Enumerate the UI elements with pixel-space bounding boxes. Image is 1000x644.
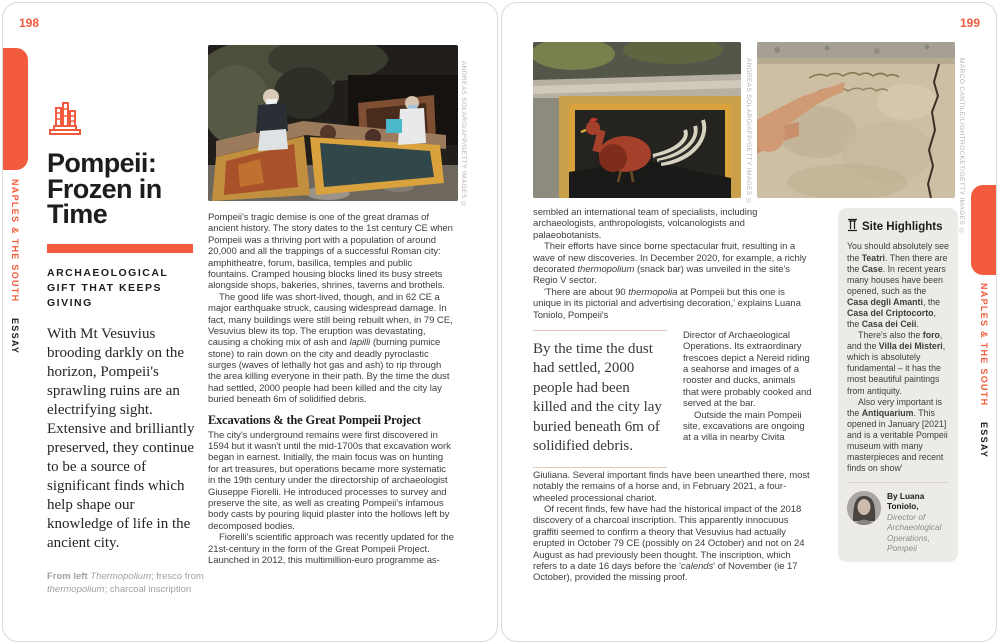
photo-thermopolium-excavation <box>208 45 458 201</box>
ruins-icon <box>47 124 83 141</box>
wrapped-text <box>683 330 812 468</box>
paragraph: Fiorelli's scientific approach was recently updated for the 21st-century in the form of the Great Pompeii Project. Launched in 2012, this multimillion-euro programme as- <box>208 532 454 566</box>
paragraph: Giuliana. Several important finds have been unearthed there, most notably the remains of a horse and, in February 2021, a four-wheeled processional chariot. <box>533 469 810 504</box>
paragraph: 'There are about 90 thermopolia at Pompeii but this one is unique in its pictorial and advertising decoration,' explains Luana Toniolo, Pompeii's <box>533 286 801 321</box>
paragraph: The city's underground remains were first discovered in 1594 but it wasn't until the mid-1700s that excavation work began in earnest. Initially, the main focus was on hunting for art treasures, but operations became more systematic in the 19th century under the directorship of archaeologist Giuseppe Fiorelli. He introduced processes to survey and preserve the site, as well as creating Pompeii's infamous body casts by pouring liquid plaster into the hollows left by decomposed bodies. <box>208 429 451 532</box>
byline-text <box>887 491 949 553</box>
photo-charcoal-inscription <box>757 42 955 198</box>
article-intro: With Mt Vesuvius brooding darkly on the horizon, Pompeii's sprawling ruins are an electrifying sight. Extensive and brilliantly preserved, they continue to be a source of significant finds which help shape our knowledge of life in the ancient city. <box>47 325 195 552</box>
paragraph: Director of Archaeological Operations. Its extraordinary frescoes depict a Nereid riding a seahorse and images of a rooster and ducks, animals that were probably cooked and served at the bar. <box>683 329 812 410</box>
section-tab-right <box>971 185 996 275</box>
article-kicker: ARCHAEOLOGICAL GIFT THAT KEEPS GIVING <box>47 266 169 310</box>
photo1-credit: ANDREAS SOLARO/AFP/GETTY IMAGES © <box>460 61 467 209</box>
rail-region-label: NAPLES & THE SOUTH <box>979 283 989 407</box>
paragraph: The good life was short-lived, though, and in 62 CE a major earthquake struck, causing widespread damage. In fact, many buildings were still being rebuilt when, in 79 CE, Vesuvius blew its top. The eruption was devastating, causing a choking mix of ash and lapilli (burning pumice stone) to rain down on the city and deadly pyroclastic surges (waves of lethally hot gas and ash) to rip through the area killing everyone in their path. By the time the dust had settled, 2000 people had been killed and the city lay buried beneath 6m of solidified debris. <box>208 291 453 406</box>
article-column-1 <box>208 212 454 566</box>
site-highlights-header <box>847 218 949 236</box>
photo2-credit: ANDREAS SOLARO/AFP/GETTY IMAGES © <box>745 58 752 206</box>
rail-right <box>979 283 989 458</box>
rail-section-label: ESSAY <box>10 318 20 355</box>
byline <box>847 482 949 553</box>
paragraph: Pompeii's tragic demise is one of the great dramas of ancient history. The story dates to the 1st century CE when Pompeii was a thriving port with a population of around 20,000 and all the trappings of a successful Roman city: amphitheatre, forum, basilica, temples and public fountains. Cramped housing blocks lined its busy streets alongside shops, bakeries, shrines, taverns and brothels. <box>208 212 453 292</box>
photo-caption: From left Thermopolium; fresco from thermopolium; charcoal inscription <box>47 571 204 595</box>
paragraph: Outside the main Pompeii site, excavations are ongoing at a villa in nearby Civita <box>683 409 805 444</box>
avatar <box>847 491 881 525</box>
pull-quote: By the time the dust had settled, 2000 people had been killed and the city lay buried beneath 6m of solidified debris. <box>533 330 667 468</box>
feature-block <box>47 99 199 553</box>
paragraph: Their efforts have since borne spectacular fruit, resulting in a wave of new discoveries. In December 2020, for example, a richly decorated thermopolium (snack bar) was unveiled in the site's Regio V sector. <box>533 241 807 287</box>
photo-rooster-fresco <box>533 42 741 198</box>
pullquote-row <box>533 330 812 468</box>
site-highlights-title: Site Highlights <box>862 221 943 233</box>
sidebar-paragraph: You should absolutely see the Teatri. Then there are the Case. In recent years many houses have been opened, such as the Casa degli Amanti, the Casa del Criptocorto, the Casa dei Ceii. <box>847 241 949 330</box>
column-icon <box>847 218 858 236</box>
site-highlights-box <box>838 208 958 562</box>
paragraph: Of recent finds, few have had the historical impact of the 2018 discovery of a charcoal inscription. This apparently innocuous graffiti seemed to confirm a theory that Vesuvius had actually erupted in October 79 CE (possibly on 24 October) and not on 24 August as had previously been thought. The inscription, which refers to a date 16 days before the 'calends' of November (ie 17 October), provided the missing proof. <box>533 504 805 584</box>
photo3-credit: MARCO CANTILE/LIGHTROCKET/GETTY IMAGES © <box>958 58 965 235</box>
article-title: Pompeii: Frozen in Time <box>47 148 162 230</box>
rail-region-label: NAPLES & THE SOUTH <box>10 179 20 303</box>
page-number-right: 199 <box>959 16 980 30</box>
left-page <box>2 2 498 642</box>
section-tab-left <box>3 48 28 170</box>
rail-left <box>10 179 20 354</box>
page-number-left: 198 <box>19 16 40 30</box>
byline-name: By Luana Toniolo, <box>887 491 925 512</box>
paragraph: sembled an international team of specialists, including archaeologists, anthropologists, volcanologists and palaeobotanists. <box>533 207 758 241</box>
sidebar-paragraph: Also very important is the Antiquarium. This opened in January [2021] and is a veritable Pompeii museum with many masterpieces and recent finds on show' <box>847 396 948 474</box>
byline-role: Director of Archaeological Operations, Pompeii <box>887 511 942 553</box>
title-rule <box>47 244 193 253</box>
sidebar-paragraph: There's also the foro, and the Villa dei Misteri, which is absolutely fundamental – it has the most beautiful paintings from antiquity. <box>847 330 946 396</box>
article-column-2 <box>533 207 812 584</box>
rail-section-label: ESSAY <box>979 422 989 459</box>
section-heading: Excavations & the Great Pompeii Project <box>208 412 421 427</box>
